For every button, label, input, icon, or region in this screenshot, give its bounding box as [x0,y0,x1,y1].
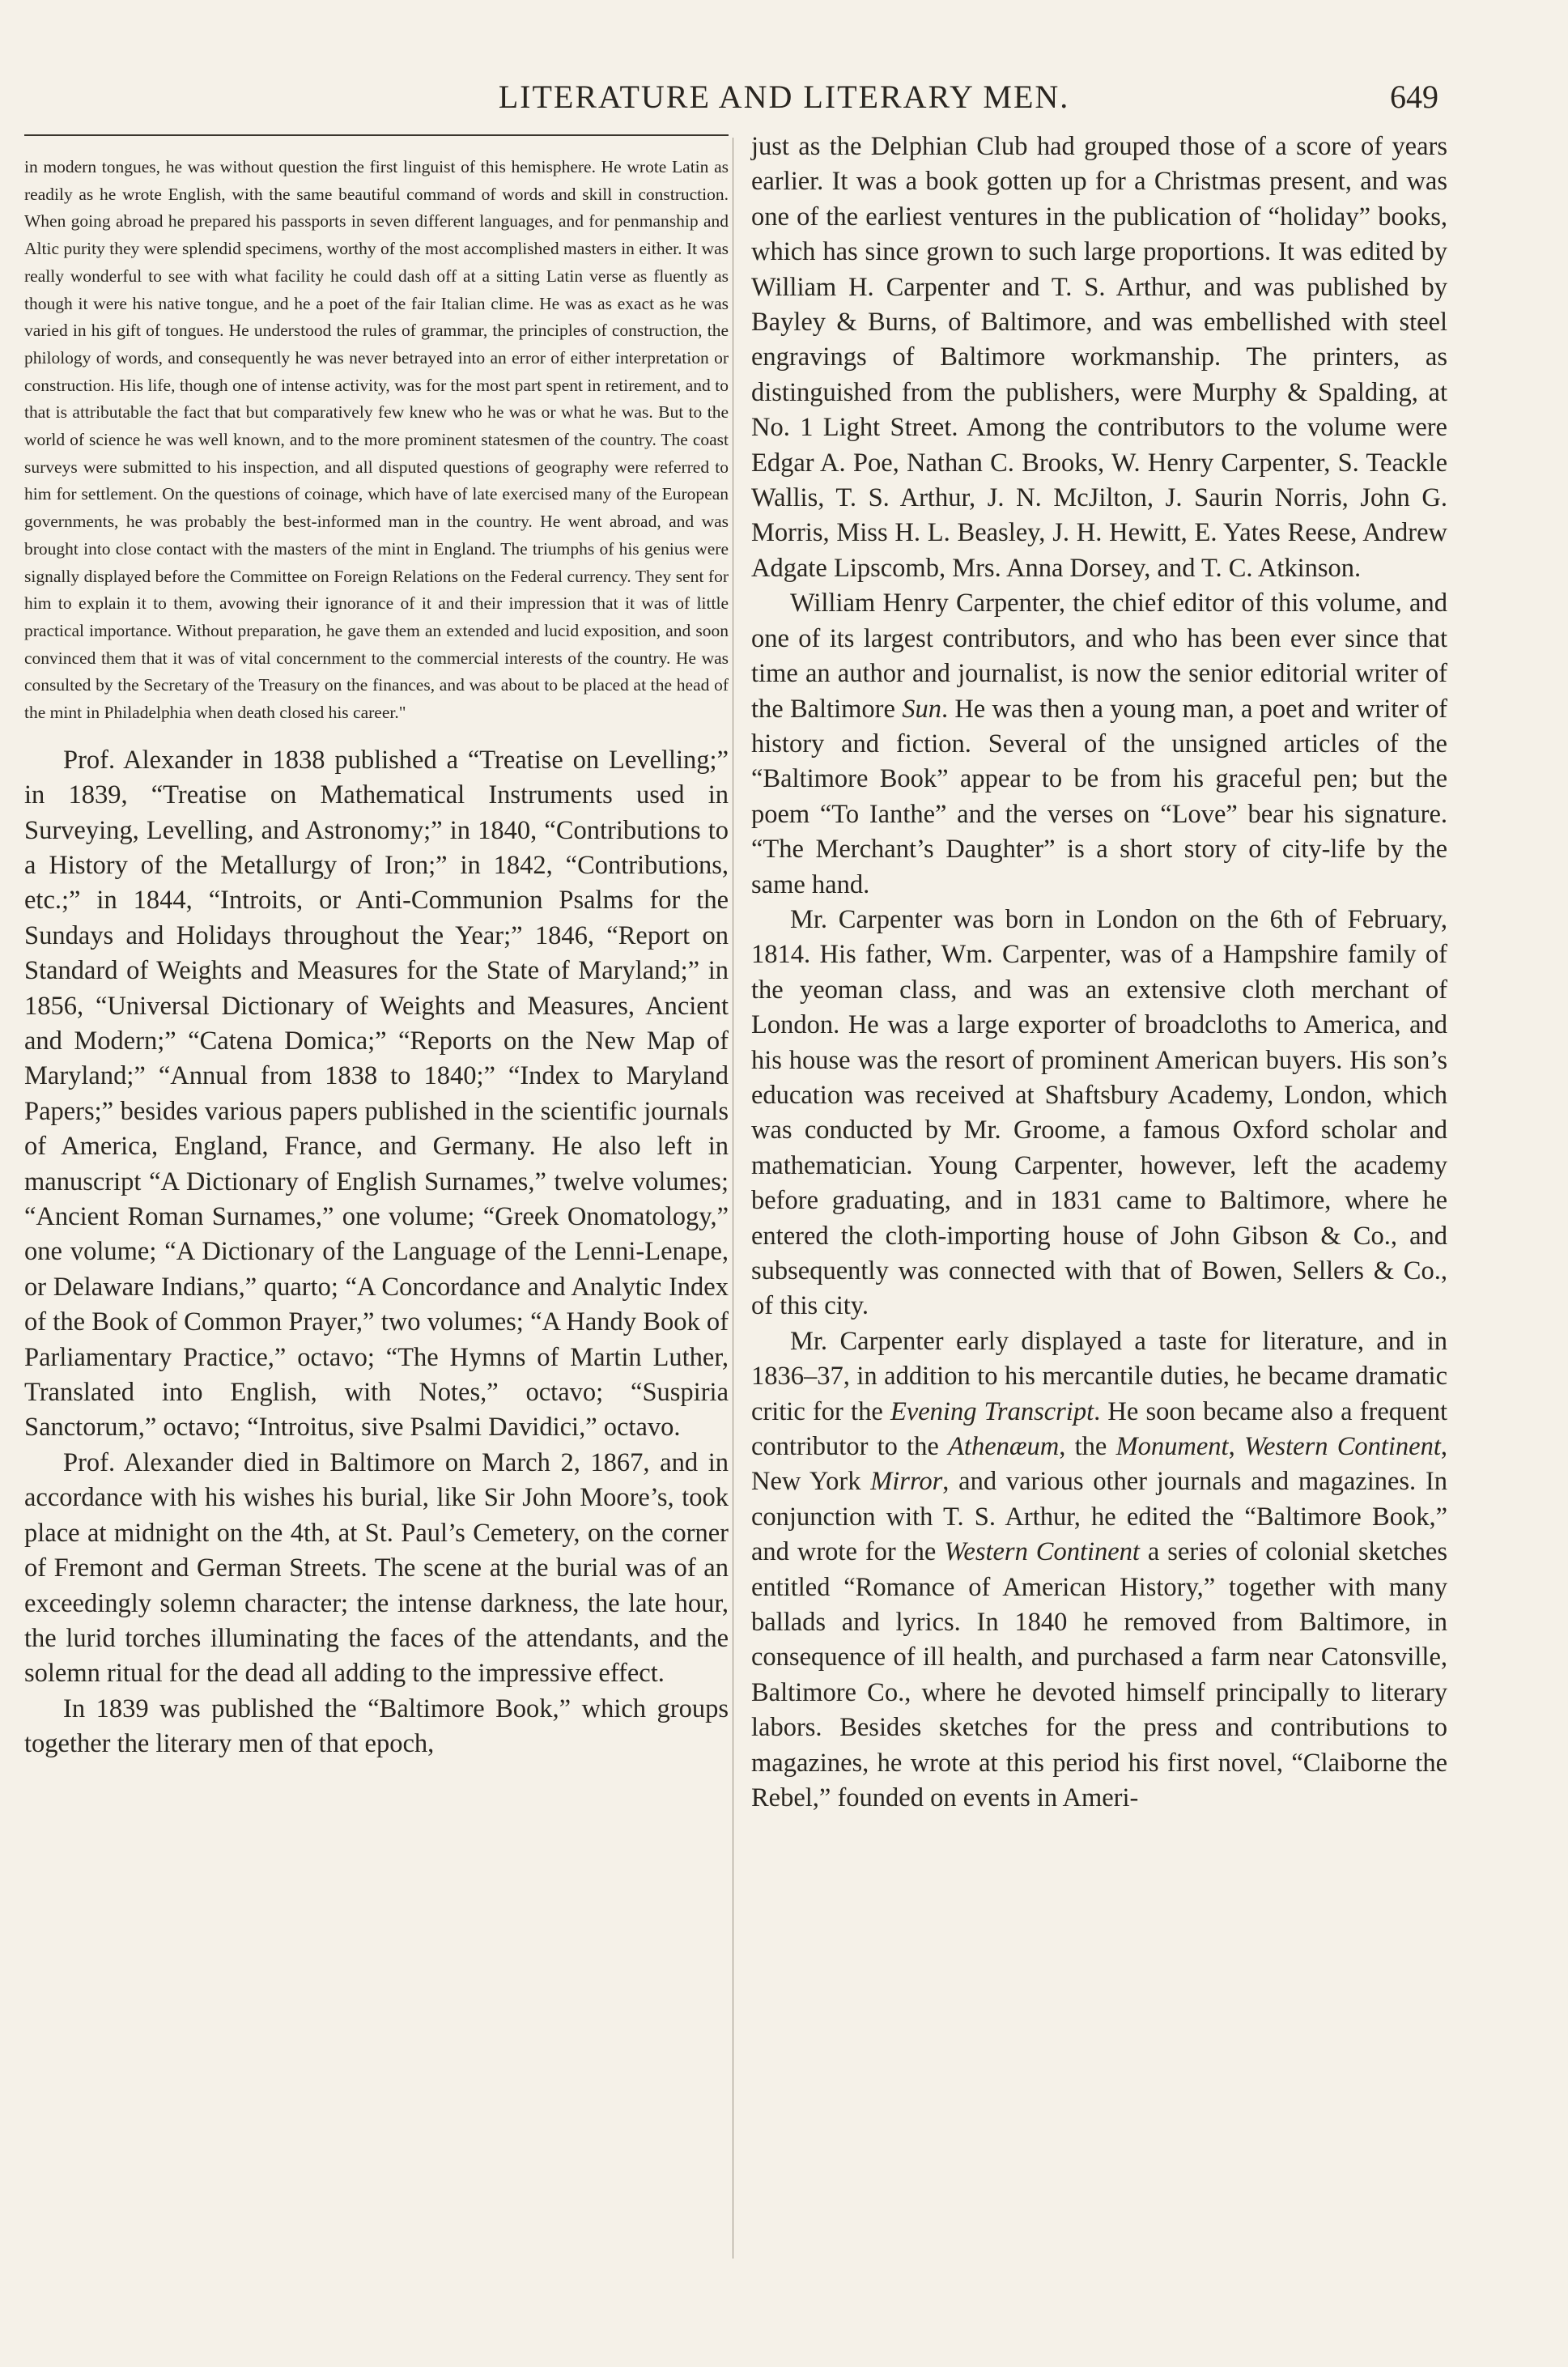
text-run: . He soon became also a frequent contributor to the [751,1396,1447,1462]
italic-title: Sun [902,694,941,724]
italic-title: Western Continent [944,1537,1140,1567]
page-header [0,73,1568,121]
text-run: Mr. Carpenter early displayed a taste for literature, and in 1836–37, in addition to his mercantile duties, he became dramatic critic for the [751,1326,1447,1426]
italic-title: Mirror [870,1467,943,1497]
italic-title: Athenæum [948,1432,1060,1462]
quoted-passage [24,154,729,727]
running-head: LITERATURE AND LITERARY MEN. [498,79,1070,115]
paragraph-carpenter-literature [751,1324,1447,1817]
left-column [24,154,729,1762]
right-column [751,130,1447,1817]
text-run: a series of colonial sketches entitled “Romance of American History,” together with many ballads and lyrics. In 1840 he removed from Baltimore, in consequence of ill health, and purchased a farm near Catonsville, Baltimore Co., where he devoted himself principally to literary labors. Besides sketches for the press and contributions to magazines, he wrote at this period his first novel, “Claiborne the Rebel,” founded on events in Ameri- [751,1537,1447,1813]
italic-title: Monument [1115,1432,1229,1462]
text-run: , and various other journals and magazines. In conjunction with T. S. Arthur, he edited the “Baltimore Book,” and wrote for the [751,1467,1447,1567]
page-number: 649 [1390,79,1438,115]
text-run: William Henry Carpenter, the chief editor of this volume, and one of its largest contributors, and who has been ever since that time an author and journalist, is now the senior editorial writer of the Baltimore [751,589,1447,724]
italic-title: Western Continent [1243,1432,1441,1462]
paragraph-publications: Prof. Alexander in 1838 published a “Treatise on Levelling;” in 1839, “Treatise on Mathematical Instruments used in Surveying, Levelling, and Astronomy;” in 1840, “Contributions to a History of the Metallurgy of Iron;” in 1842, “Contributions, etc.;” in 1844, “Introits, or Anti-Communion Psalms for the Sundays and Holidays throughout the Year;” 1846, “Report on Standard of Weights and Measures for the State of Maryland;” in 1856, “Universal Dictionary of Weights and Measures, Ancient and Modern;” “Catena Domica;” “Reports on the New Map of Maryland;” “Annual from 1838 to 1840;” “Index to Maryland Papers;” besides various papers published in the scientific journals of America, England, France, and Germany. He also left in manuscript “A Dictionary of English Surnames,” twelve volumes; “Ancient Roman Surnames,” one volume; “Greek Onomatology,” one volume; “A Dictionary of the Language of the Lenni-Lenape, or Delaware Indians,” quarto; “A Concordance and Analytic Index of the Book of Common Prayer,” two volumes; “A Handy Book of Parliamentary Practice,” octavo; “The Hymns of Martin Luther, Translated into English, with Notes,” octavo; “Suspiria Sanctorum,” octavo; “Introitus, sive Psalmi Davidici,” octavo. [24,745,729,1443]
text-run: , the [1059,1432,1107,1462]
paragraph-carpenter-birth: Mr. Carpenter was born in London on the 6th of February, 1814. His father, Wm. Carpenter, was of a Hampshire family of the yeoman class, and was an extensive cloth merchant of London. He was a large exporter of broadcloths to America, and his house was the resort of prominent American buyers. His son’s education was received at Shaftsbury Academy, London, which was conducted by Mr. Groome, a famous Oxford scholar and mathematician. Young Carpenter, however, left the academy before graduating, and in 1831 came to Baltimore, where he entered the cloth-importing house of John Gibson & Co., and subsequently was connected with that of Bowen, Sellers & Co., of this city. [751,904,1447,1321]
header-rule [24,134,729,136]
paragraph-baltimore-book: In 1839 was published the “Baltimore Book,” which groups together the literary men of that epoch, [24,1693,729,1759]
paragraph-continued: just as the Delphian Club had grouped those of a score of years earlier. It was a book gotten up for a Christmas present, and was one of the earliest ventures in the publication of “holiday” books, which has since grown to such large proportions. It was edited by William H. Carpenter and T. S. Arthur, and was published by Bayley & Burns, of Baltimore, and was embellished with steel engravings of Baltimore workmanship. The printers, as distinguished from the publishers, were Murphy & Spalding, at No. 1 Light Street. Among the contributors to the volume were Edgar A. Poe, Nathan C. Brooks, W. Henry Carpenter, S. Teackle Wallis, T. S. Arthur, J. N. McJilton, J. Saurin Norris, John G. Morris, Miss H. L. Beasley, J. H. Hewitt, E. Yates Reese, Andrew Adgate Lipscomb, Mrs. Anna Dorsey, and T. C. Atkinson. [751,132,1447,583]
text-run: , [1228,1432,1235,1462]
quote-text: in modern tongues, he was without question the first linguist of this hemisphere. He wrote Latin as readily as he wrote English, with the same beautiful command of words and skill in construction. When going abroad he prepared his passports in seven different languages, and for penmanship and Altic purity they were splendid specimens, worthy of the most accomplished masters in either. It was really wonderful to see with what facility he could dash off at a sitting Latin verse as fluently as though it were his native tongue, and he a poet of the fair Italian clime. He was as exact as he was varied in his gift of tongues. He understood the rules of grammar, the principles of construction, the philology of words, and consequently he was never betrayed into an error of either interpretation or construction. His life, though one of intense activity, was for the most part spent in retirement, and to that is attributable the fact that but comparatively few knew who he was or what he was. But to the world of science he was well known, and to the more prominent statesmen of the country. The coast surveys were submitted to his inspection, and all disputed questions of geography were referred to him for settlement. On the questions of coinage, which have of late exercised many of the European governments, he was probably the best-informed man in the country. He went abroad, and was brought into close contact with the masters of the mint in England. The triumphs of his genius were signally displayed before the Committee on Foreign Relations on the Federal currency. They sent for him to explain it to them, avowing their ignorance of it and their impression that it was of little practical importance. Without preparation, he gave them an extended and lucid exposition, and soon convinced them that it was of vital concernment to the commercial interests of the country. He was consulted by the Secretary of the Treasury on the finances, and was about to be placed at the head of the mint in Philadelphia when death closed his career." [24,157,729,723]
text-run: . He was then a young man, a poet and writer of history and fiction. Several of the unsigned articles of the “Baltimore Book” appear to be from his graceful pen; but the poem “To Ianthe” and the verses on “Love” bear his signature. “The Merchant’s Daughter” is a short story of city-life by the same hand. [751,694,1447,899]
text-run: , New York [751,1432,1448,1497]
paragraph-carpenter-editor [751,586,1447,903]
italic-title: Evening Transcript [890,1396,1094,1426]
paragraph-death: Prof. Alexander died in Baltimore on March 2, 1867, and in accordance with his wishes his burial, like Sir John Moore’s, took place at midnight on the 4th, at St. Paul’s Cemetery, on the corner of Fremont and German Streets. The scene at the burial was of an exceedingly solemn character; the intense darkness, the late hour, the lurid torches illuminating the faces of the attendants, and the solemn ritual for the dead all adding to the impressive effect. [24,1447,729,1689]
